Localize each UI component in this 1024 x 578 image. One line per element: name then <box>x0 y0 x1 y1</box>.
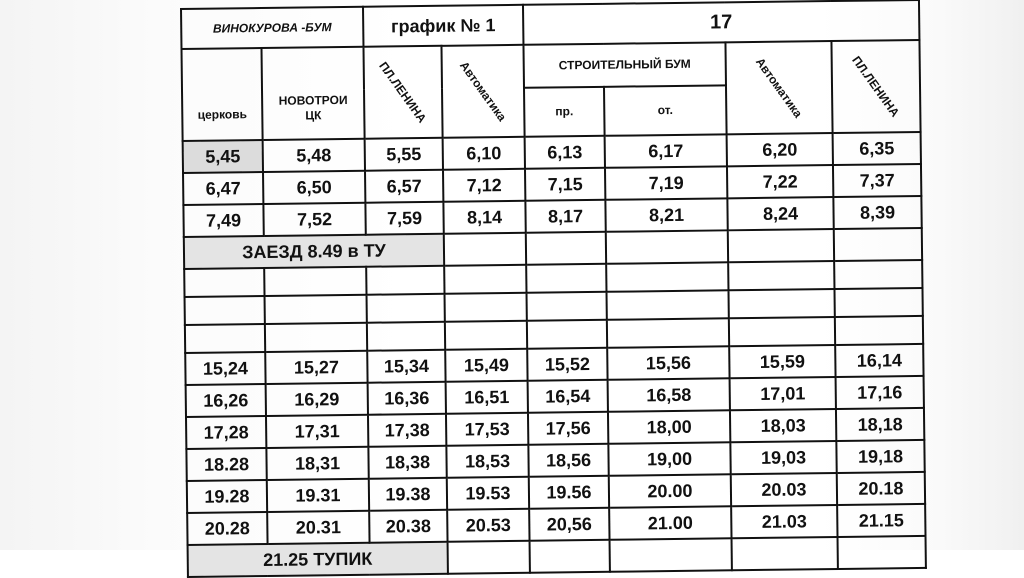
time-cell: 17,31 <box>266 415 368 448</box>
col-label-avtomatika: Автоматика <box>456 58 510 124</box>
empty-cell <box>367 294 445 323</box>
empty-cell <box>185 296 265 325</box>
time-cell: 18,18 <box>836 408 924 441</box>
empty-cell <box>606 262 728 291</box>
empty-cell <box>610 538 732 571</box>
col-header-pl-lenina2 <box>831 40 920 133</box>
empty-cell <box>729 289 835 318</box>
col-header-avtomatika2 <box>725 41 832 134</box>
note-morning: ЗАЕЗД 8.49 в ТУ <box>184 234 444 269</box>
route-number: 17 <box>523 0 919 45</box>
time-cell: 5,48 <box>263 139 365 172</box>
col-label-ot: от. <box>604 85 727 136</box>
time-cell: 20.53 <box>447 509 529 542</box>
time-cell: 7,12 <box>443 169 525 202</box>
time-cell: 6,35 <box>833 132 921 165</box>
time-cell: 8,21 <box>605 198 727 231</box>
empty-cell <box>728 261 834 290</box>
time-cell: 17,56 <box>528 412 608 445</box>
stroi-bum-header: СТРОИТЕЛЬНЫЙ БУМ <box>523 42 726 87</box>
time-cell: 8,39 <box>833 196 921 229</box>
empty-cell <box>448 541 530 574</box>
time-cell: 16,36 <box>368 382 446 415</box>
time-cell: 6,57 <box>365 170 443 203</box>
empty-cell <box>184 268 264 297</box>
time-cell: 19.53 <box>447 477 529 510</box>
time-cell: 17,38 <box>368 414 446 447</box>
schedule-table <box>180 0 927 578</box>
time-cell: 18,38 <box>368 446 446 479</box>
time-cell: 6,50 <box>263 171 365 204</box>
time-cell: 19,00 <box>608 442 730 475</box>
empty-cell <box>265 323 367 352</box>
empty-cell <box>265 295 367 324</box>
col-label-novostroy: НОВОТРОИ ЦК <box>278 92 348 123</box>
time-cell: 18,03 <box>730 409 836 442</box>
time-cell: 21.15 <box>837 504 925 537</box>
time-cell: 5,55 <box>365 138 443 171</box>
time-cell: 20.31 <box>267 511 369 544</box>
col-header-tserkov <box>182 48 263 141</box>
time-cell: 6,13 <box>525 136 605 169</box>
time-cell: 16,14 <box>835 344 923 377</box>
col-header-novostroy <box>261 47 364 140</box>
time-cell: 18.28 <box>186 448 266 481</box>
time-cell: 18,00 <box>608 410 730 443</box>
time-cell: 16,54 <box>528 380 608 413</box>
time-cell: 19.38 <box>369 478 447 511</box>
time-cell: 6,17 <box>605 134 727 167</box>
empty-cell <box>444 265 526 294</box>
empty-cell <box>366 266 444 295</box>
time-cell: 6,47 <box>183 172 263 205</box>
time-cell: 15,56 <box>607 346 729 379</box>
time-cell: 20.28 <box>187 512 267 545</box>
time-cell: 16,51 <box>446 381 528 414</box>
time-cell: 7,49 <box>183 204 263 237</box>
empty-cell <box>264 267 366 296</box>
empty-cell <box>526 232 606 265</box>
col-label-pl-lenina: ПЛ.ЛЕНИНА <box>376 59 430 126</box>
time-cell: 7,19 <box>605 166 727 199</box>
time-cell: 18,56 <box>528 444 608 477</box>
col-label-tserkov: церковь <box>197 107 248 122</box>
col-header-avtomatika <box>441 45 524 138</box>
time-cell: 21.03 <box>731 505 837 538</box>
empty-cell <box>732 537 838 570</box>
time-cell: 18,53 <box>446 445 528 478</box>
empty-cell <box>834 228 922 261</box>
time-cell: 15,52 <box>527 348 607 381</box>
time-cell: 19,03 <box>730 441 836 474</box>
empty-cell <box>729 317 835 346</box>
time-cell: 21.00 <box>609 506 731 539</box>
time-cell: 5,45 <box>183 140 263 173</box>
col-label-pl-lenina2: ПЛ.ЛЕНИНА <box>849 53 903 120</box>
time-cell: 15,49 <box>445 349 527 382</box>
empty-cell <box>530 540 610 573</box>
note-evening: 21.25 ТУПИК <box>188 542 448 577</box>
time-cell: 15,27 <box>265 351 367 384</box>
empty-cell <box>834 260 922 289</box>
route-name: ВИНОКУРОВА -БУМ <box>181 7 363 49</box>
time-cell: 20.00 <box>609 474 731 507</box>
empty-cell <box>606 230 728 263</box>
empty-cell <box>367 322 445 351</box>
empty-cell <box>445 321 527 350</box>
time-cell: 18,31 <box>266 447 368 480</box>
time-cell: 19.28 <box>187 480 267 513</box>
time-cell: 8,17 <box>525 200 605 233</box>
empty-cell <box>607 318 729 347</box>
col-label-avtomatika2: Автоматика <box>752 55 806 121</box>
time-cell: 16,26 <box>186 384 266 417</box>
time-cell: 7,15 <box>525 168 605 201</box>
time-cell: 20.18 <box>837 472 925 505</box>
time-cell: 16,58 <box>608 378 730 411</box>
time-cell: 17,01 <box>730 377 836 410</box>
time-cell: 17,28 <box>186 416 266 449</box>
time-cell: 19.56 <box>529 476 609 509</box>
empty-cell <box>445 293 527 322</box>
time-cell: 7,37 <box>833 164 921 197</box>
time-cell: 15,24 <box>185 352 265 385</box>
time-cell: 19.31 <box>267 479 369 512</box>
empty-cell <box>185 324 265 353</box>
col-label-pr: пр. <box>524 87 605 137</box>
time-cell: 16,29 <box>266 383 368 416</box>
empty-cell <box>607 290 729 319</box>
time-cell: 15,59 <box>729 345 835 378</box>
empty-cell <box>835 316 923 345</box>
time-cell: 19,18 <box>836 440 924 473</box>
time-cell: 7,22 <box>727 165 833 198</box>
empty-cell <box>526 264 606 293</box>
time-cell: 20.38 <box>369 510 447 543</box>
graph-title: график № 1 <box>363 5 523 47</box>
time-cell: 15,34 <box>367 350 445 383</box>
empty-cell <box>838 536 926 569</box>
empty-cell <box>834 288 922 317</box>
empty-cell <box>444 233 526 266</box>
paper-edge <box>940 0 1024 550</box>
col-header-pl-lenina <box>364 46 443 139</box>
time-cell: 17,16 <box>836 376 924 409</box>
time-cell: 6,10 <box>443 137 525 170</box>
empty-cell <box>527 292 607 321</box>
time-cell: 20,56 <box>529 508 609 541</box>
time-cell: 8,24 <box>727 197 833 230</box>
time-cell: 6,20 <box>727 133 833 166</box>
time-cell: 8,14 <box>443 201 525 234</box>
time-cell: 20.03 <box>731 473 837 506</box>
time-cell: 7,59 <box>365 202 443 235</box>
empty-cell <box>728 229 834 262</box>
time-cell: 7,52 <box>263 203 365 236</box>
empty-cell <box>527 320 607 349</box>
time-cell: 17,53 <box>446 413 528 446</box>
